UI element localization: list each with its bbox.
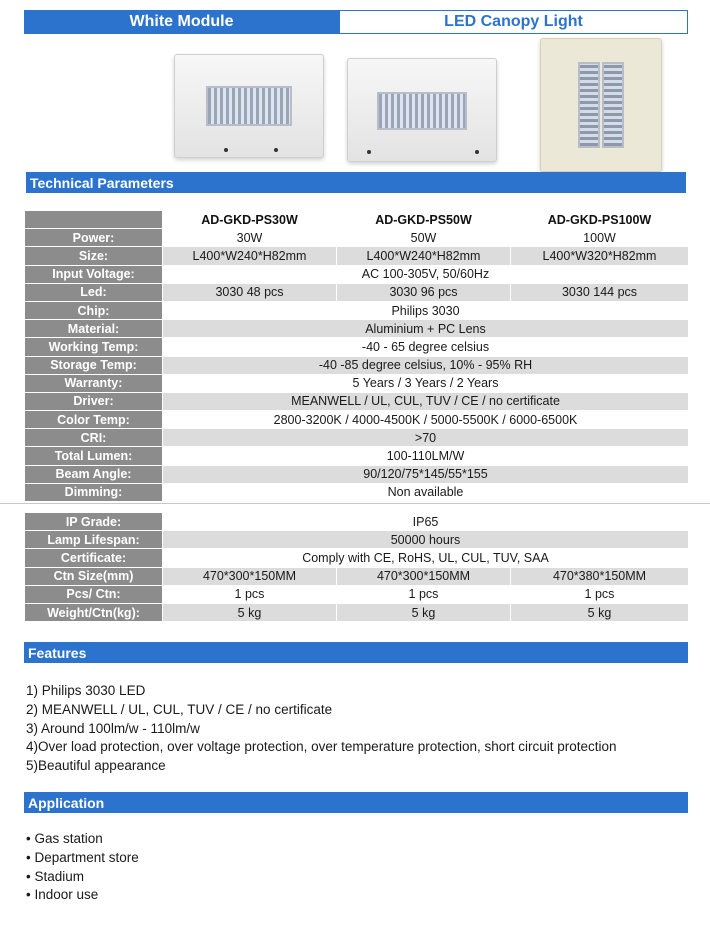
cell: IP65 [163, 513, 689, 531]
top-header [24, 10, 688, 34]
row-label: Weight/Ctn(kg): [25, 603, 163, 621]
row-label: Led: [25, 283, 163, 301]
product-image-100w [540, 38, 662, 172]
table-row [25, 549, 689, 567]
cell: Aluminium + PC Lens [163, 320, 689, 338]
led-canopy-light-title: LED Canopy Light [339, 10, 688, 34]
table-row [25, 465, 689, 483]
cell: Non available [163, 483, 689, 501]
list-item: 3) Around 100lm/w - 110lm/w [26, 720, 200, 736]
cell: 1 pcs [163, 585, 337, 603]
row-label: Warranty: [25, 374, 163, 392]
cell: Comply with CE, RoHS, UL, CUL, TUV, SAA [163, 549, 689, 567]
spec-table-2 [24, 512, 689, 622]
table-row [25, 356, 689, 374]
features-bar: Features [24, 642, 688, 663]
cell: 5 kg [163, 603, 337, 621]
row-label: Lamp Lifespan: [25, 531, 163, 549]
white-module-title: White Module [24, 10, 339, 34]
cell: 5 Years / 3 Years / 2 Years [163, 374, 689, 392]
model-header: AD-GKD-PS50W [337, 211, 511, 229]
table-row [25, 283, 689, 301]
list-item: • Indoor use [26, 887, 99, 903]
row-label: Dimming: [25, 483, 163, 501]
list-item: • Gas station [26, 831, 103, 846]
cell: 90/120/75*145/55*155 [163, 465, 689, 483]
row-label: Ctn Size(mm) [25, 567, 163, 585]
spec-header-row [25, 211, 689, 229]
row-label: Chip: [25, 301, 163, 319]
list-item: 1) Philips 3030 LED [26, 683, 146, 698]
product-photos [0, 38, 710, 172]
technical-parameters-bar: Technical Parameters [26, 172, 686, 193]
row-label: Storage Temp: [25, 356, 163, 374]
cell: 5 kg [511, 603, 689, 621]
cell: 5 kg [337, 603, 511, 621]
row-label: CRI: [25, 429, 163, 447]
table-row [25, 320, 689, 338]
row-label: Power: [25, 229, 163, 247]
cell: 470*300*150MM [337, 567, 511, 585]
row-label: Working Temp: [25, 338, 163, 356]
table-row [25, 411, 689, 429]
product-image-50w [347, 58, 497, 162]
table-row [25, 374, 689, 392]
cell: AC 100-305V, 50/60Hz [163, 265, 689, 283]
table-row [25, 392, 689, 410]
cell: 2800-3200K / 4000-4500K / 5000-5500K / 6000-6500K [163, 411, 689, 429]
cell: 50000 hours [163, 531, 689, 549]
table-row [25, 301, 689, 319]
cell: 3030 96 pcs [337, 283, 511, 301]
list-item: 4)Over load protection, over voltage protection, over temperature protection, short circuit protection [26, 739, 617, 755]
table-row [25, 513, 689, 531]
row-label: Driver: [25, 392, 163, 410]
row-label: Certificate: [25, 549, 163, 567]
cell: 1 pcs [337, 585, 511, 603]
row-label: Total Lumen: [25, 447, 163, 465]
cell: 470*380*150MM [511, 567, 689, 585]
row-label: Input Voltage: [25, 265, 163, 283]
cell: 50W [337, 229, 511, 247]
cell: Philips 3030 [163, 301, 689, 319]
cell: 3030 48 pcs [163, 283, 337, 301]
application-list [26, 830, 139, 905]
cell: L400*W240*H82mm [163, 247, 337, 265]
product-image-30w [174, 54, 324, 158]
table-row [25, 429, 689, 447]
table-row [25, 247, 689, 265]
cell: 1 pcs [511, 585, 689, 603]
cell: MEANWELL / UL, CUL, TUV / CE / no certificate [163, 392, 689, 410]
model-header: AD-GKD-PS100W [511, 211, 689, 229]
cell: -40 -85 degree celsius, 10% - 95% RH [163, 356, 689, 374]
header-blank-cell [25, 211, 163, 229]
features-list [26, 682, 617, 776]
cell: 470*300*150MM [163, 567, 337, 585]
application-bar: Application [24, 792, 688, 813]
table-row [25, 603, 689, 621]
row-label: IP Grade: [25, 513, 163, 531]
cell: 30W [163, 229, 337, 247]
list-item: 5)Beautiful appearance [26, 758, 166, 774]
list-item: 2) MEANWELL / UL, CUL, TUV / CE / no certificate [26, 701, 333, 717]
table-row [25, 265, 689, 283]
row-label: Material: [25, 320, 163, 338]
table-row [25, 447, 689, 465]
table-row [25, 483, 689, 501]
cell: L400*W240*H82mm [337, 247, 511, 265]
table-row [25, 567, 689, 585]
cell: 3030 144 pcs [511, 283, 689, 301]
section-divider [0, 503, 710, 504]
table-row [25, 531, 689, 549]
cell: 100W [511, 229, 689, 247]
model-header: AD-GKD-PS30W [163, 211, 337, 229]
row-label: Color Temp: [25, 411, 163, 429]
cell: 100-110LM/W [163, 447, 689, 465]
row-label: Size: [25, 247, 163, 265]
table-row [25, 338, 689, 356]
row-label: Pcs/ Ctn: [25, 585, 163, 603]
cell: L400*W320*H82mm [511, 247, 689, 265]
list-item: • Stadium [26, 868, 85, 884]
spec-table [24, 210, 689, 502]
table-row [25, 229, 689, 247]
row-label: Beam Angle: [25, 465, 163, 483]
cell: -40 - 65 degree celsius [163, 338, 689, 356]
cell: >70 [163, 429, 689, 447]
list-item: • Department store [26, 849, 139, 865]
table-row [25, 585, 689, 603]
